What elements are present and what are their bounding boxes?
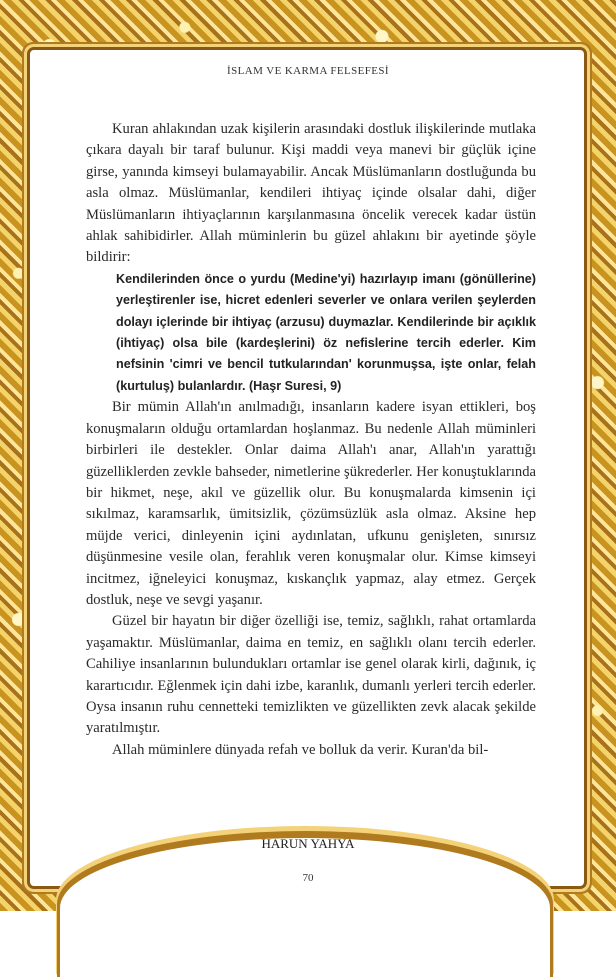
- footer-author: HARUN YAHYA: [261, 836, 355, 851]
- paragraph-4: Allah müminlere dünyada refah ve bolluk da verir. Kuran'da bil-: [112, 741, 489, 758]
- paragraph-3: Güzel bir hayatın bir diğer özelliği ise, temiz, sağlıklı, rahat ortamlarda yaşamaktır. Müslümanlar, daima en temiz, en sağlıklı olanı tercih ederler. Cahiliye insanlarının bulundukları ortamlar ise genel olarak kirli, dağınık, iç karartıcıdır. Eğlenmek için dahi izbe, karanlık, dumanlı yerleri tercih ederler. Oysa insanın ruhu cennetteki temizlikten ve güzellikten zevk alacak şekilde yaratılmıştır.: [86, 613, 536, 737]
- page-number: 70: [302, 872, 314, 884]
- quran-quote: Kendilerinden önce o yurdu (Medine'yi) hazırlayıp imanı (gönüllerine) yerleştirenler ise, hicret edenleri severler ve onlara verilen şeylerden dolayı içlerinde bir ihtiyaç (arzusu) duymazlar. Kendilerinde bir açıklık (ihtiyaç) olsa bile (kardeşlerini) öz nefislerine tercih ederler. Kim nefsinin 'cimri ve bencil tutkularından' korunmuşsa, işte onlar, felah (kurtuluş) bulanlardır. (Haşr Suresi, 9): [116, 271, 536, 393]
- paragraph-1: Kuran ahlakından uzak kişilerin arasındaki dostluk ilişkilerinde mutlaka çıkara dayalı bir taraf bulunur. Kişi maddi veya manevi bir güçlük içine girse, yanında kimseyi bulamayabilir. Ancak Müslümanların dostluğunda bu asla olmaz. Müslümanlar, kendileri ihtiyaç içinde olsalar dahi, diğer Müslümanların ihtiyaçlarının karşılanmasına öncelik verecek kadar üstün ahlak sahibidirler. Allah müminlerin bu güzel ahlakını bir ayetinde şöyle bildirir:: [86, 121, 536, 266]
- bottom-arch-ornament: [60, 838, 550, 978]
- paragraph-2: Bir mümin Allah'ın anılmadığı, insanların kadere isyan ettikleri, boş konuşmaların olduğu ortamlardan hoşlanmaz. Bu nedenle Allah müminleri birbirleri ile destekler. Onlar daima Allah'ı anar, Allah'ın yarattığı güzelliklerden zevkle bahseder, nimetlerine şükrederler. Her konuştuklarında bir hikmet, neşe, akıl ve güzellik olur. Bu konuşmalarda kimsenin içi sıkılmaz, karamsarlık, ümitsizlik, çözümsüzlük asla olmaz. Aksine hep müjde verici, dinleyenin içini aydınlatan, ufkunu genişleten, sınırsız düşünmesine vesile olan, ferahlık veren konuşmalar olur. Kimse kimseyi incitmez, iğneleyici konuşmaz, kıskançlık yapmaz, alay etmez. Gerçek dostluk, neşe ve sevgi yaşanır.: [86, 399, 536, 608]
- body-text: [86, 119, 536, 761]
- running-header: İSLAM VE KARMA FELSEFESİ: [227, 65, 389, 77]
